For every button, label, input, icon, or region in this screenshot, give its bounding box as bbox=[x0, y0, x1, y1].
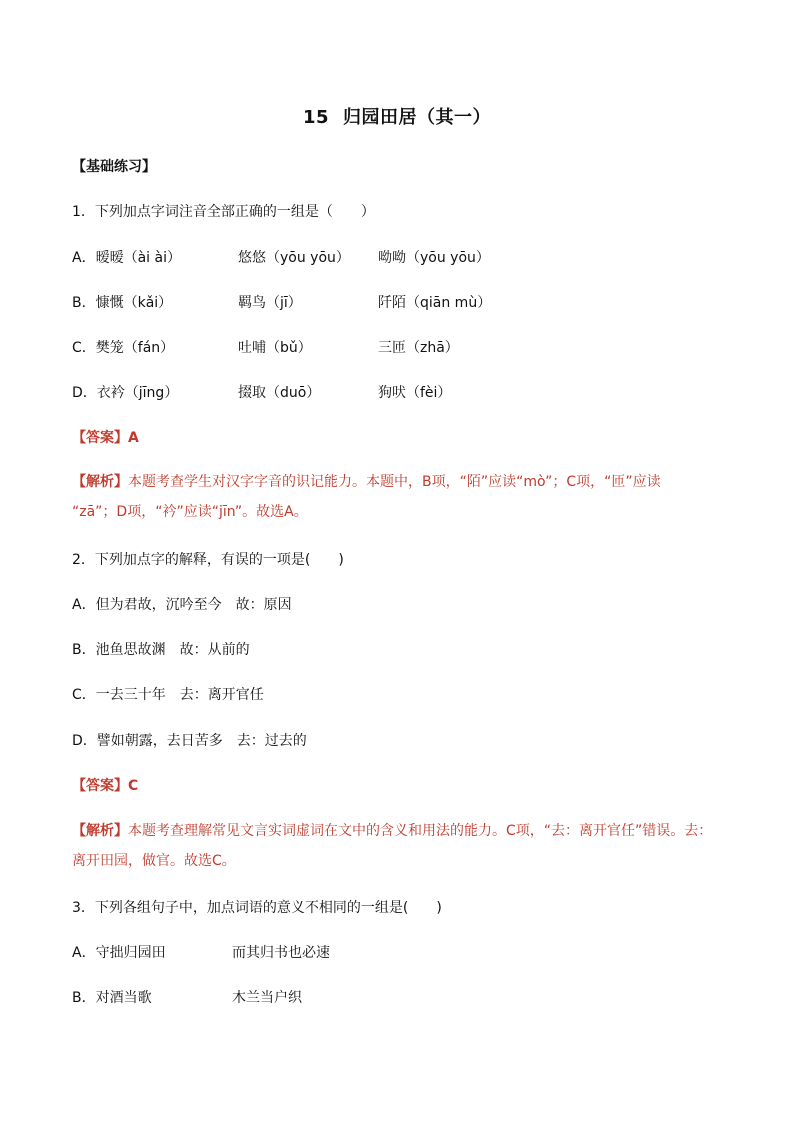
q2-option-c: C．一去三十年 去：离开官任 bbox=[72, 687, 264, 703]
q3-option-a-2: 而其归书也必速 bbox=[232, 945, 330, 961]
q2-analysis-line-1: 本题考查理解常见文言实词虚词在文中的含义和用法的能力。C项，“去：离开官任”错误。去： bbox=[128, 823, 713, 839]
q1-analysis bbox=[72, 467, 722, 527]
question-3-stem: 3．下列各组句子中，加点词语的意义不相同的一组是( ) bbox=[72, 900, 442, 916]
lesson-title: 归园田居（其一） bbox=[343, 107, 492, 128]
q2-answer-value: C bbox=[128, 778, 139, 794]
q2-analysis-label: 【解析】 bbox=[72, 823, 128, 839]
q3-option-b-1: B．对酒当歌 bbox=[72, 990, 152, 1006]
q2-analysis bbox=[72, 816, 722, 876]
q1-option-d-2: 掇取（duō） bbox=[238, 385, 321, 401]
page-title bbox=[0, 103, 794, 129]
q1-analysis-line-1: 本题考查学生对汉字字音的识记能力。本题中，B项，“陌”应读“mò”；C项，“匝”应读 bbox=[128, 474, 661, 490]
q1-option-b-2: 羁鸟（jī） bbox=[238, 295, 302, 311]
q1-answer-label: 【答案】 bbox=[72, 430, 128, 446]
q1-option-b-1: B．慷慨（kǎi） bbox=[72, 295, 173, 311]
q2-option-b: B．池鱼思故渊 故：从前的 bbox=[72, 642, 250, 658]
q1-option-c-1: C．樊笼（fán） bbox=[72, 340, 175, 356]
q1-option-a-2: 悠悠（yōu yōu） bbox=[238, 250, 350, 266]
q1-option-d-3: 狗吠（fèi） bbox=[378, 385, 452, 401]
q2-analysis-line-2: 离开田园，做官。故选C。 bbox=[72, 853, 236, 869]
q1-answer bbox=[72, 428, 139, 448]
q1-analysis-line-2: “zā”；D项，“衿”应读“jīn”。故选A。 bbox=[72, 504, 308, 520]
section-label: 【基础练习】 bbox=[72, 159, 156, 175]
q2-answer-label: 【答案】 bbox=[72, 778, 128, 794]
q1-option-d-1: D．衣衿（jīng） bbox=[72, 385, 179, 401]
question-2-stem: 2．下列加点字的解释，有误的一项是( ) bbox=[72, 552, 344, 568]
q1-option-a-3: 呦呦（yōu yōu） bbox=[378, 250, 490, 266]
q1-option-b-3: 阡陌（qiān mù） bbox=[378, 295, 492, 311]
question-1-stem: 1．下列加点字词注音全部正确的一组是（ ） bbox=[72, 204, 375, 220]
q2-answer bbox=[72, 776, 138, 796]
q1-answer-value: A bbox=[128, 430, 139, 446]
lesson-number: 15 bbox=[302, 107, 330, 128]
q1-analysis-label: 【解析】 bbox=[72, 474, 128, 490]
q1-option-a-1: A．暧暧（ài ài） bbox=[72, 250, 181, 266]
q1-option-c-2: 吐哺（bǔ） bbox=[238, 340, 312, 356]
q3-option-b-2: 木兰当户织 bbox=[232, 990, 302, 1006]
q2-option-d: D．譬如朝露，去日苦多 去：过去的 bbox=[72, 733, 307, 749]
q2-option-a: A．但为君故，沉吟至今 故：原因 bbox=[72, 597, 292, 613]
q3-option-a-1: A．守拙归园田 bbox=[72, 945, 166, 961]
q1-option-c-3: 三匝（zhā） bbox=[378, 340, 459, 356]
